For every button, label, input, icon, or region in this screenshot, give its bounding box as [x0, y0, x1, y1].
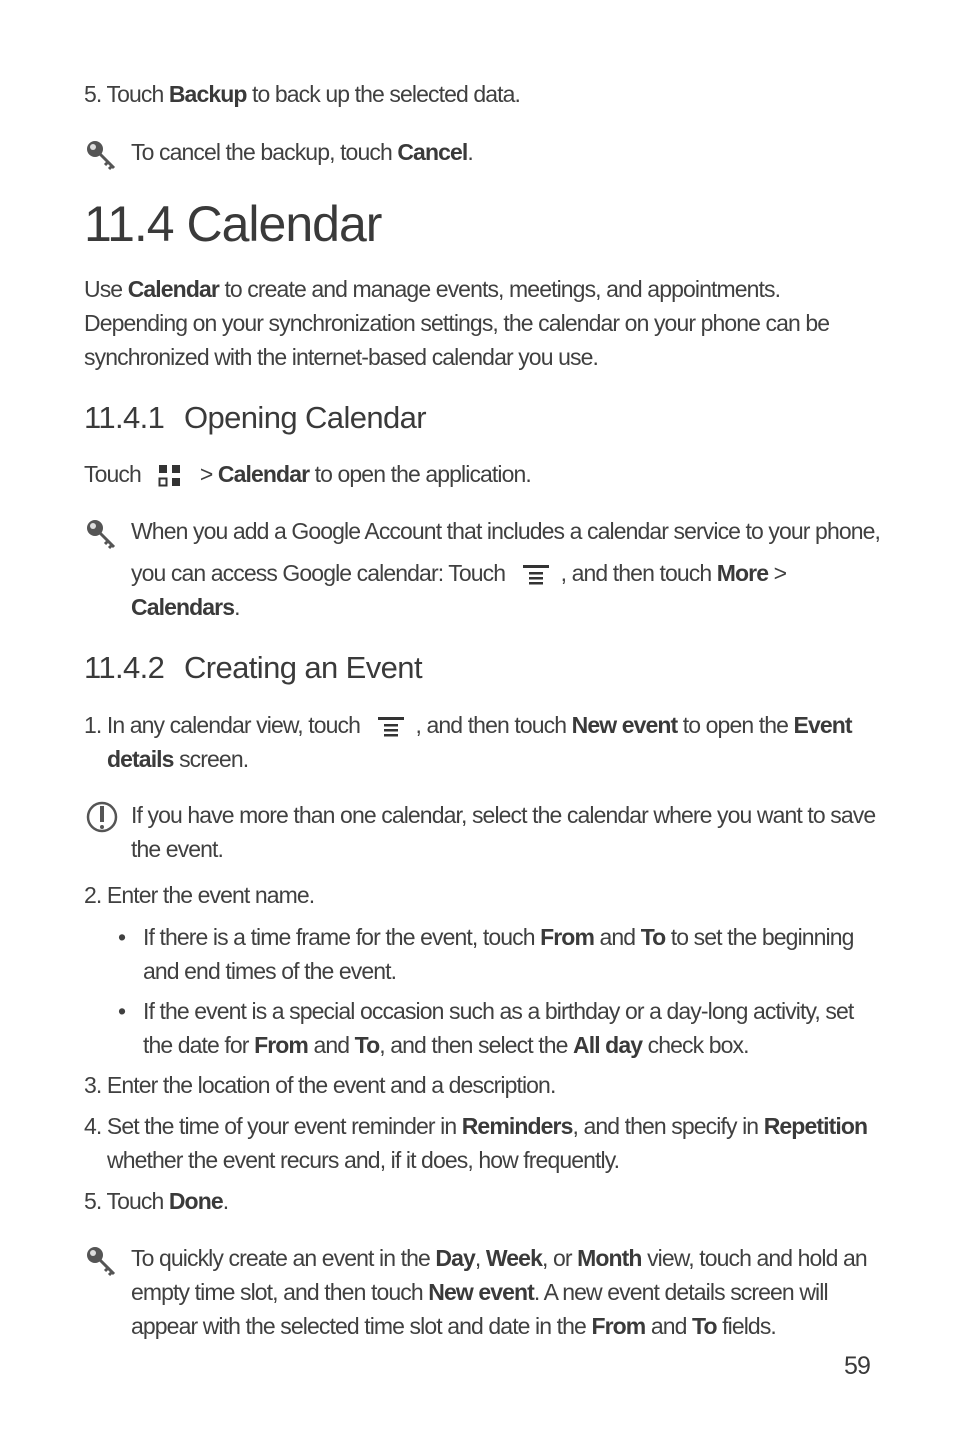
open-instruction: Touch > Calendar to open the application.: [84, 461, 531, 487]
subheading-opening: 11.4.1 Opening Calendar: [84, 400, 427, 435]
apps-grid-icon: [158, 464, 182, 488]
step-3: 3. Enter the location of the event and a description.: [84, 1072, 556, 1098]
tip-key-icon: [84, 138, 120, 174]
intro-paragraph: Use Calendar to create and manage events, meetings, and appointments. Depending on your synchronization settings, the calendar on your phone can be synchronized with the internet-based calendar you use.: [84, 276, 830, 370]
step-4: 4. Set the time of your event reminder in Reminders, and then specify in Repetition whether the event recurs and, if it does, how frequently.: [84, 1113, 868, 1173]
caution-icon: [84, 800, 120, 836]
note-google: When you add a Google Account that includes a calendar service to your phone, you can access Google calendar: Touch , and then touch More > Calendars.: [131, 518, 880, 620]
note-cancel: To cancel the backup, touch Cancel.: [131, 139, 473, 165]
step-5-done: 5. Touch Done.: [84, 1188, 229, 1214]
menu-icon: [523, 563, 549, 587]
tip-key-icon: [84, 517, 120, 553]
bullet-special-occasion: If the event is a special occasion such as a birthday or a day-long activity, set the date for From and To, and then select the All day check box.: [143, 998, 854, 1058]
bullet-time-frame: If there is a time frame for the event, touch From and To to set the beginning and end times of the event.: [143, 924, 854, 984]
tip-key-icon: [84, 1244, 120, 1280]
subheading-creating: 11.4.2 Creating an Event: [84, 650, 422, 685]
page-number: 59: [843, 1352, 870, 1380]
bullet-dot: •: [118, 924, 126, 950]
step-2: 2. Enter the event name.: [84, 882, 315, 908]
step-1: 1. In any calendar view, touch , and then touch New event to open the Event details screen.: [84, 712, 852, 772]
menu-icon: [378, 715, 404, 739]
bullet-dot: •: [118, 998, 126, 1024]
step-backup: 5. Touch Backup to back up the selected data.: [84, 81, 521, 107]
note-multiple-calendars: If you have more than one calendar, select the calendar where you want to save the event.: [131, 802, 876, 862]
note-quick-create: To quickly create an event in the Day, Week, or Month view, touch and hold an empty time slot, and then touch New event. A new event details screen will appear with the selected time slot and date in the From and To fields.: [131, 1245, 867, 1339]
page-title: 11.4 Calendar: [84, 196, 382, 252]
